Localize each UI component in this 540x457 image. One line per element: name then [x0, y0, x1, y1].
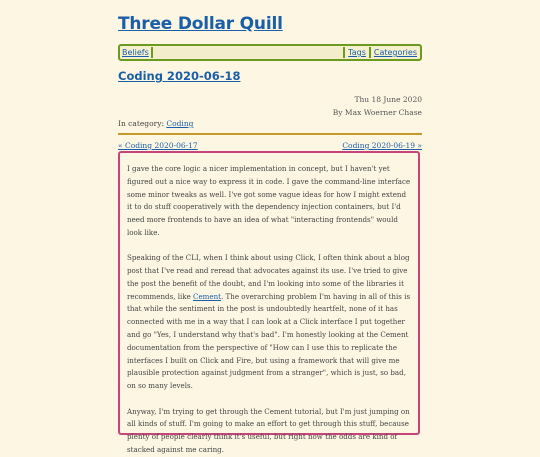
paragraph-3: Anyway, I'm trying to get through the Cement tutorial, but I'm just jumping on all kinds of stuff. I'm going to make an effort to get through this stuff, because plenty of people clearly think it's useful, but right now the odds are kind of stacked against me caring. — [127, 406, 410, 454]
paragraph-2-text-b: . The overarching problem I'm having in all of this is that while the sentiment in the post is undoubtedly heartfelt, none of it has connected with me in a way that I can look at a Click interface I put together and go "Yes, I understand why that's bad". I'm honestly looking at the Cement documentation from the perspective of "How can I use this to replicate the interfaces I built on Click and Fire, but using a framework that will give me plausible protection against judgment from a stranger", which is just, so bad, on so many levels. — [127, 291, 411, 391]
prev-post-link[interactable]: « Coding 2020-06-17 — [118, 141, 198, 150]
post-author: By Max Woerner Chase — [332, 108, 422, 117]
nav-categories-link[interactable]: Categories — [373, 48, 417, 57]
site-title-link[interactable]: Three Dollar Quill — [118, 14, 283, 34]
nav-divider — [151, 47, 153, 58]
paragraph-2 — [127, 252, 411, 393]
search-input[interactable] — [154, 47, 342, 58]
post-content — [118, 151, 420, 454]
nav-tags-link[interactable]: Tags — [348, 48, 366, 57]
paragraph-2-text-a: Speaking of the CLI, when I think about using Click, I often think about a blog post that I've read and reread that advocates against its use. I've tried to give the post the benefit of the doubt, and I'm looking into some of the libraries it recommends, like — [127, 253, 410, 301]
category-prefix: In category: — [118, 119, 167, 128]
post-title-link[interactable]: Coding 2020-06-18 — [118, 69, 241, 83]
nav-beliefs-link[interactable]: Beliefs — [122, 48, 149, 57]
nav-bar — [118, 44, 422, 61]
next-post-link[interactable]: Coding 2020-06-19 » — [342, 141, 422, 150]
paragraph-1: I gave the core logic a nicer implementation in concept, but I haven't yet figured out a nice way to express it in code. I gave the command-line interface some minor tweaks as well. I've got some vague ideas for how I might extend it to do stuff cooperatively with the dependency injection containers, but I'd need more frontends to have an idea of what "interacting frontends" would look like. — [127, 164, 411, 237]
divider-rule — [118, 133, 422, 135]
category-link[interactable]: Coding — [166, 119, 194, 128]
post-date: Thu 18 June 2020 — [354, 95, 422, 104]
cement-link[interactable]: Cement — [193, 291, 222, 301]
post-category — [118, 119, 193, 128]
